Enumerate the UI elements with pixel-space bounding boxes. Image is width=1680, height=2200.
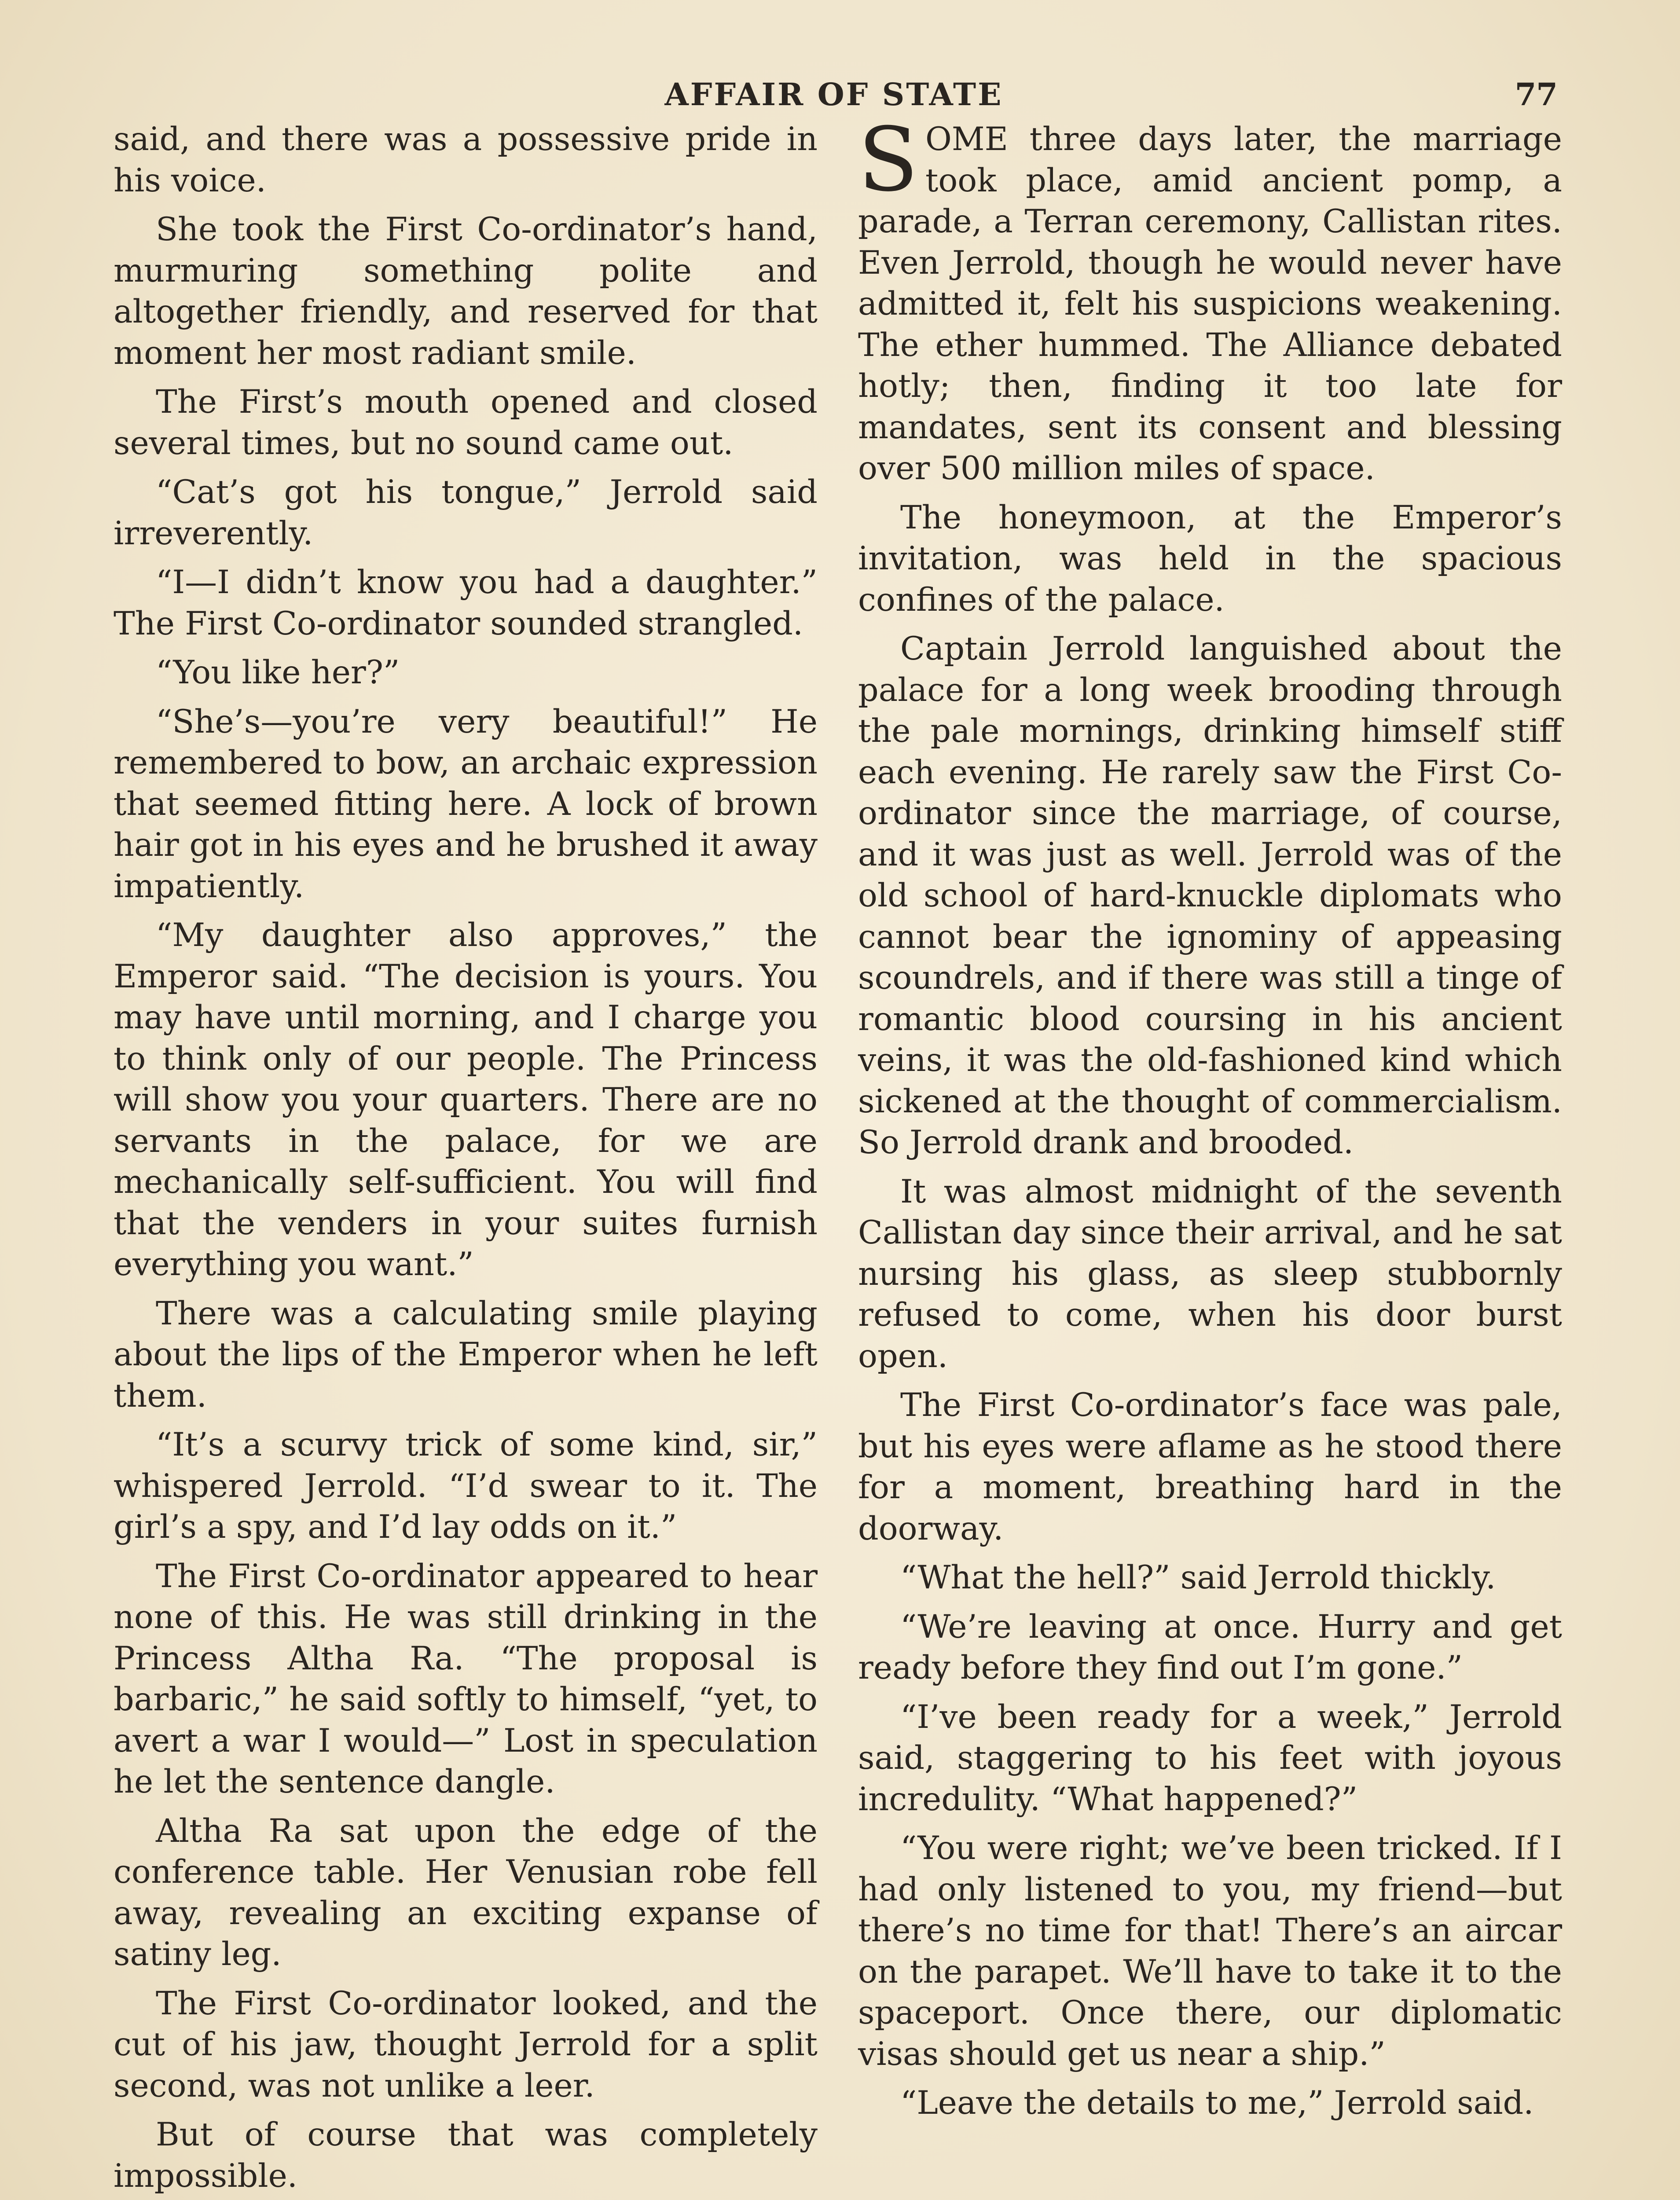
drop-cap: S [858, 109, 919, 211]
paragraph: The First Co-ordinator looked, and the cut of his jaw, thought Jerrold for a split second, was not unlike a leer. [114, 1984, 818, 2105]
paragraph: The honeymoon, at the Emperor’s invitation, was held in the spacious confines of the palace. [858, 499, 1562, 619]
paragraph: “I’ve been ready for a week,” Jerrold said, staggering to his feet with joyous incredulity. “What happened?” [858, 1698, 1562, 1818]
paragraph: “We’re leaving at once. Hurry and get ready before they find out I’m gone.” [858, 1608, 1562, 1687]
paragraph-text: OME three days later, the marriage took place, amid ancient pomp, a parade, a Terran ceremony, Callistan rites. Even Jerrold, though he would never have admitted it, felt his suspicions weakening. The ether hummed. The Alliance debated hotly; then, finding it too late for mandates, sent its consent and blessing over 500 million miles of space. [858, 121, 1562, 487]
paragraph: Captain Jerrold languished about the palace for a long week brooding through the pale mornings, drinking himself stiff each evening. He rarely saw the First Co-ordinator since the marriage, of course, and it was just as well. Jerrold was of the old school of hard-knuckle diplomats who cannot bear the ignominy of appeasing scoundrels, and if there was still a tinge of romantic blood coursing in his ancient veins, it was the old-fashioned kind which sickened at the thought of commercialism. So Jerrold drank and brooded. [858, 630, 1562, 1161]
page-header [110, 70, 1558, 119]
paragraph-opening [858, 109, 1562, 489]
paragraph: “My daughter also approves,” the Emperor said. “The decision is yours. You may have until morning, and I charge you to think only of our people. The Princess will show you your quarters. There are no servants in the palace, for we are mechanically self-sufficient. You will find that the venders in your suites furnish everything you want.” [114, 917, 818, 1283]
paragraph: “What the hell?” said Jerrold thickly. [900, 1559, 1496, 1596]
paragraph: She took the First Co-ordinator’s hand, murmuring something polite and altogether friendly, and reserved for that moment her most radiant smile. [114, 211, 818, 372]
paragraph: The First’s mouth opened and closed several times, but no sound came out. [114, 383, 818, 462]
page-number: 77 [1515, 76, 1558, 113]
paragraph: “She’s—you’re very beautiful!” He remembered to bow, an archaic expression that seemed fitting here. A lock of brown hair got in his eyes and he brushed it away impatiently. [114, 703, 818, 905]
paragraph: Altha Ra sat upon the edge of the conference table. Her Venusian robe fell away, revealing an exciting expanse of satiny leg. [114, 1812, 818, 1973]
paragraph: “You were right; we’ve been tricked. If I had only listened to you, my friend—but there’s no time for that! There’s an aircar on the parapet. We’ll have to take it to the spaceport. Once there, our diplomatic visas should get us near a ship.” [858, 1830, 1562, 2073]
paragraph: “I—I didn’t know you had a daughter.” The First Co-ordinator sounded strangled. [114, 564, 818, 642]
paragraph: said, and there was a possessive pride in his voice. [114, 121, 818, 199]
paragraph: There was a calculating smile playing about the lips of the Emperor when he left them. [114, 1294, 818, 1415]
paragraph: “You like her?” [156, 654, 400, 691]
left-column [114, 119, 818, 2200]
paragraph: “Leave the details to me,” Jerrold said. [900, 2084, 1534, 2122]
running-title: AFFAIR OF STATE [664, 76, 1003, 113]
paragraph: It was almost midnight of the seventh Callistan day since their arrival, and he sat nursing his glass, as sleep stubbornly refused to come, when his door burst open. [858, 1173, 1562, 1375]
right-column [858, 109, 1562, 2200]
paragraph: “Cat’s got his tongue,” Jerrold said irreverently. [114, 473, 818, 552]
paragraph: But of course that was completely impossible. [114, 2116, 818, 2195]
paragraph: “It’s a scurvy trick of some kind, sir,” whispered Jerrold. “I’d swear to it. The girl’s a spy, and I’d lay odds on it.” [114, 1426, 818, 1546]
paragraph: The First Co-ordinator appeared to hear none of this. He was still drinking in the Princess Altha Ra. “The proposal is barbaric,” he said softly to himself, “yet, to avert a war I would—” Lost in speculation he let the sentence dangle. [114, 1557, 818, 1800]
paragraph: The First Co-ordinator’s face was pale, but his eyes were aflame as he stood there for a moment, breathing hard in the doorway. [858, 1386, 1562, 1547]
